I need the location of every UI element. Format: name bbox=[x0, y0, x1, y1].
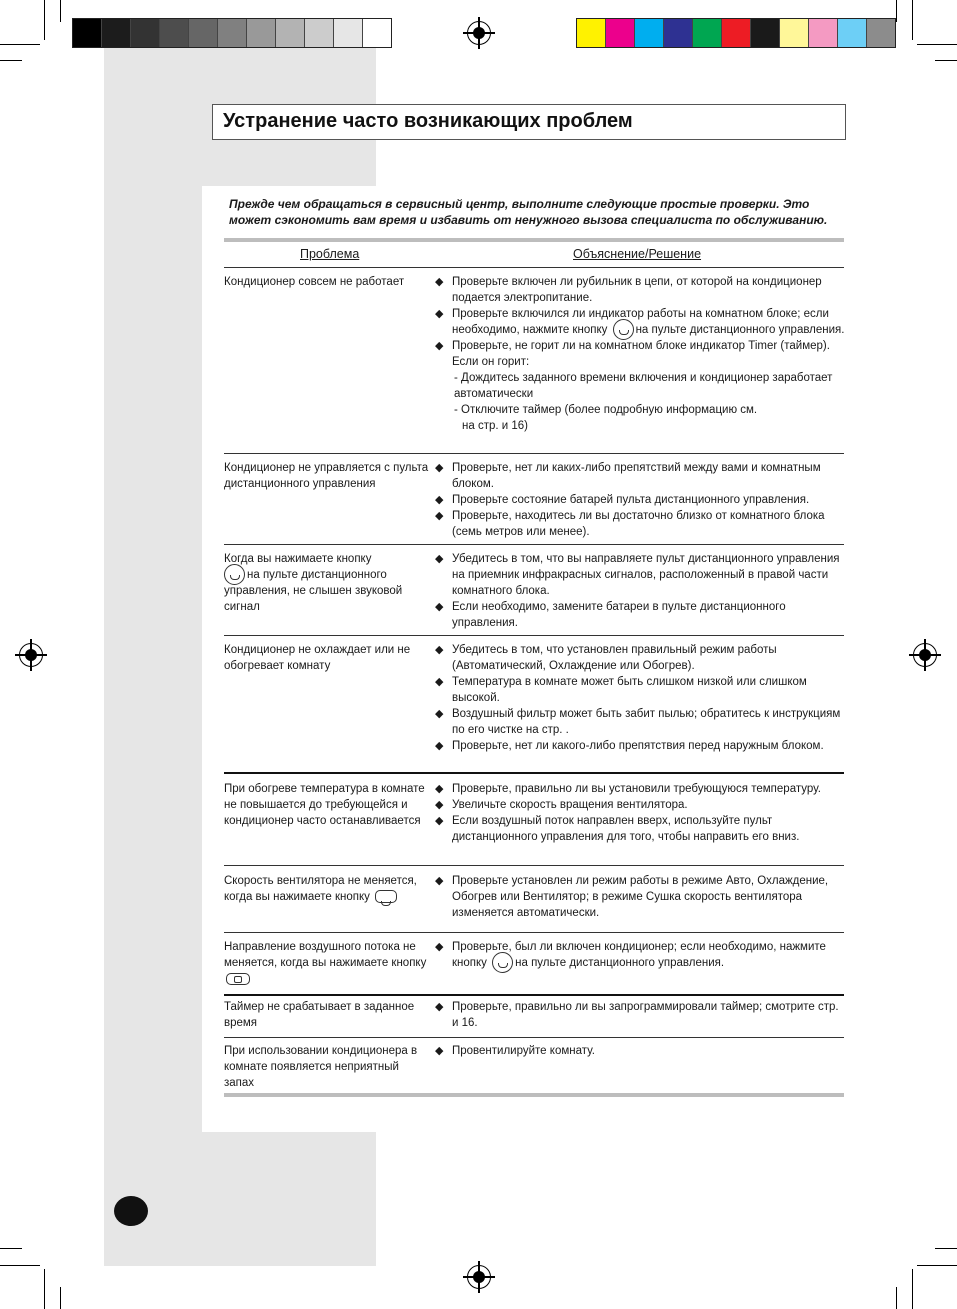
color-swatch bbox=[73, 19, 102, 47]
solution-item: ◆ Проверьте установлен ли режим работы в режиме Авто, Охлаждение, Обогрев или Вентилятор; в режиме Сушка скорость вентилятора изменяется автоматически. bbox=[435, 873, 847, 921]
solution-list bbox=[435, 999, 847, 1031]
crop-mark bbox=[912, 0, 913, 40]
crop-mark bbox=[0, 44, 40, 45]
solution-item: ◆ Проверьте, не горит ли на комнатном блоке индикатор Timer (таймер). Если он горит: - Дождитесь заданного времени включения и кондиционер заработает автоматически - Отключите таймер (более подробную информацию см. на стр. и 16) bbox=[435, 338, 847, 434]
problem-text: При использовании кондиционера в комнате появляется неприятный запах bbox=[224, 1045, 418, 1089]
color-swatch bbox=[664, 19, 693, 47]
solution-list bbox=[435, 781, 847, 845]
air-swing-button-icon bbox=[226, 973, 250, 985]
color-swatch bbox=[751, 19, 780, 47]
solution-item: ◆ Проверьте состояние батарей пульта дистанционного управления. bbox=[435, 492, 847, 508]
solution-list bbox=[435, 1043, 847, 1059]
solution-item: ◆ Воздушный фильтр может быть забит пылью; обратитесь к инструкциям по его чистке на стр. . bbox=[435, 706, 847, 738]
crop-mark bbox=[60, 0, 61, 22]
crop-mark bbox=[0, 1265, 40, 1266]
problem-text: Кондиционер не охлаждает или не обогревает комнату bbox=[224, 644, 411, 672]
row-divider bbox=[224, 865, 844, 866]
problem-text: При обогреве температура в комнате не повышается до требующейся и кондиционер часто останавливается bbox=[224, 783, 425, 827]
color-swatch bbox=[218, 19, 247, 47]
crop-mark bbox=[0, 1248, 22, 1249]
solution-list bbox=[435, 460, 847, 540]
grayscale-calibration-bar bbox=[72, 18, 392, 48]
problem-text: Таймер не срабатывает в заданное время bbox=[224, 1001, 415, 1029]
solution-item: ◆ Увеличьте скорость вращения вентилятора. bbox=[435, 797, 847, 813]
color-swatch bbox=[809, 19, 838, 47]
solution-item: ◆ Провентилируйте комнату. bbox=[435, 1043, 847, 1059]
registration-mark-icon bbox=[19, 643, 43, 667]
row-divider bbox=[224, 772, 844, 774]
crop-mark bbox=[896, 1287, 897, 1309]
solution-item: ◆ Проверьте, нет ли какого-либо препятствия перед наружным блоком. bbox=[435, 738, 847, 754]
crop-mark bbox=[896, 0, 897, 22]
row-divider bbox=[224, 1037, 844, 1038]
color-swatch bbox=[780, 19, 809, 47]
solution-item: ◆ Проверьте, правильно ли вы установили требующуюся температуру. bbox=[435, 781, 847, 797]
solution-item: ◆ Проверьте включен ли рубильник в цепи, от которой на кондиционер подается электропитание. bbox=[435, 274, 847, 306]
row-divider bbox=[224, 635, 844, 636]
crop-mark bbox=[60, 1287, 61, 1309]
color-swatch bbox=[131, 19, 160, 47]
page-number-marker bbox=[114, 1196, 148, 1226]
color-swatch bbox=[606, 19, 635, 47]
color-calibration-bar bbox=[576, 18, 896, 48]
row-divider bbox=[224, 544, 844, 545]
color-swatch bbox=[247, 19, 276, 47]
color-swatch bbox=[334, 19, 363, 47]
solution-item: ◆ Проверьте включился ли индикатор работы на комнатном блоке; если необходимо, нажмите кнопку на пульте дистанционного управления. bbox=[435, 306, 847, 338]
color-swatch bbox=[693, 19, 722, 47]
sub-item: на стр. и 16) bbox=[462, 420, 528, 432]
solution-item: ◆ Убедитесь в том, что вы направляете пульт дистанционного управления на приемник инфракрасных сигналов, расположенный в правой части комнатного блока. bbox=[435, 551, 847, 599]
color-swatch bbox=[102, 19, 131, 47]
problem-text: Когда вы нажимаете кнопку на пульте дистанционного управления, не слышен звуковой сигнал bbox=[224, 553, 403, 613]
solution-list bbox=[435, 642, 847, 754]
solution-item: ◆ Проверьте, был ли включен кондиционер; если необходимо, нажмите кнопку на пульте дистанционного управления. bbox=[435, 939, 847, 971]
fan-speed-button-icon bbox=[375, 890, 397, 903]
color-swatch bbox=[363, 19, 391, 47]
solution-item: ◆ Проверьте, правильно ли вы запрограммировали таймер; смотрите стр. и 16. bbox=[435, 999, 847, 1031]
set-cancel-button-icon bbox=[224, 564, 245, 585]
solution-list bbox=[435, 939, 847, 971]
color-swatch bbox=[635, 19, 664, 47]
crop-mark bbox=[935, 1248, 957, 1249]
column-header-solution: Объяснение/Решение bbox=[573, 247, 702, 261]
header-divider bbox=[224, 267, 844, 268]
row-divider bbox=[224, 453, 844, 454]
crop-mark bbox=[935, 60, 957, 61]
crop-mark bbox=[917, 1265, 957, 1266]
crop-mark bbox=[917, 44, 957, 45]
solution-list bbox=[435, 873, 847, 921]
row-divider bbox=[224, 932, 844, 933]
table-top-rule bbox=[224, 238, 844, 242]
color-swatch bbox=[276, 19, 305, 47]
problem-text: Направление воздушного потока не меняется, когда вы нажимаете кнопку bbox=[224, 939, 429, 987]
registration-mark-icon bbox=[467, 21, 491, 45]
solution-item: ◆ Если необходимо, замените батареи в пульте дистанционного управления. bbox=[435, 599, 847, 631]
color-swatch bbox=[160, 19, 189, 47]
intro-text: Прежде чем обращаться в сервисный центр, выполните следующие простые проверки. Это может сэкономить вам время и избавить от ненужного вызова специалиста по обслуживанию. bbox=[229, 197, 828, 227]
crop-mark bbox=[0, 60, 22, 61]
solution-item: ◆ Проверьте, находитесь ли вы достаточно близко от комнатного блока (семь метров или менее). bbox=[435, 508, 847, 540]
solution-list bbox=[435, 551, 847, 631]
color-swatch bbox=[722, 19, 751, 47]
row-divider bbox=[224, 994, 844, 996]
problem-text: Кондиционер совсем не работает bbox=[224, 276, 405, 288]
color-swatch bbox=[305, 19, 334, 47]
registration-mark-icon bbox=[913, 643, 937, 667]
set-cancel-button-icon bbox=[492, 952, 513, 973]
sub-item: - Дождитесь заданного времени включения и кондиционер заработает автоматически bbox=[454, 372, 833, 400]
solution-item: ◆ Температура в комнате может быть слишком низкой или слишком высокой. bbox=[435, 674, 847, 706]
registration-mark-icon bbox=[467, 1265, 491, 1289]
page-gray-footer bbox=[104, 1132, 376, 1266]
column-header-problem: Проблема bbox=[300, 247, 360, 261]
solution-item: ◆ Проверьте, нет ли каких-либо препятствий между вами и комнатным блоком. bbox=[435, 460, 847, 492]
sub-item: - Отключите таймер (более подробную информацию см. bbox=[454, 404, 758, 416]
crop-mark bbox=[912, 1269, 913, 1309]
crop-mark bbox=[44, 0, 45, 40]
crop-mark bbox=[44, 1269, 45, 1309]
table-bottom-rule bbox=[224, 1093, 844, 1097]
color-swatch bbox=[189, 19, 218, 47]
solution-list bbox=[435, 274, 847, 434]
problem-text: Кондиционер не управляется с пульта дистанционного управления bbox=[224, 462, 429, 490]
color-swatch bbox=[577, 19, 606, 47]
solution-item: ◆ Если воздушный поток направлен вверх, используйте пульт дистанционного управления для того, чтобы направить его вниз. bbox=[435, 813, 847, 845]
problem-text: Скорость вентилятора не меняется, когда вы нажимаете кнопку bbox=[224, 875, 417, 903]
color-swatch bbox=[867, 19, 895, 47]
page-title: Устранение часто возникающих проблем bbox=[223, 110, 633, 132]
title-box bbox=[212, 104, 846, 140]
solution-item: ◆ Убедитесь в том, что установлен правильный режим работы (Автоматический, Охлаждение или Обогрев). bbox=[435, 642, 847, 674]
color-swatch bbox=[838, 19, 867, 47]
